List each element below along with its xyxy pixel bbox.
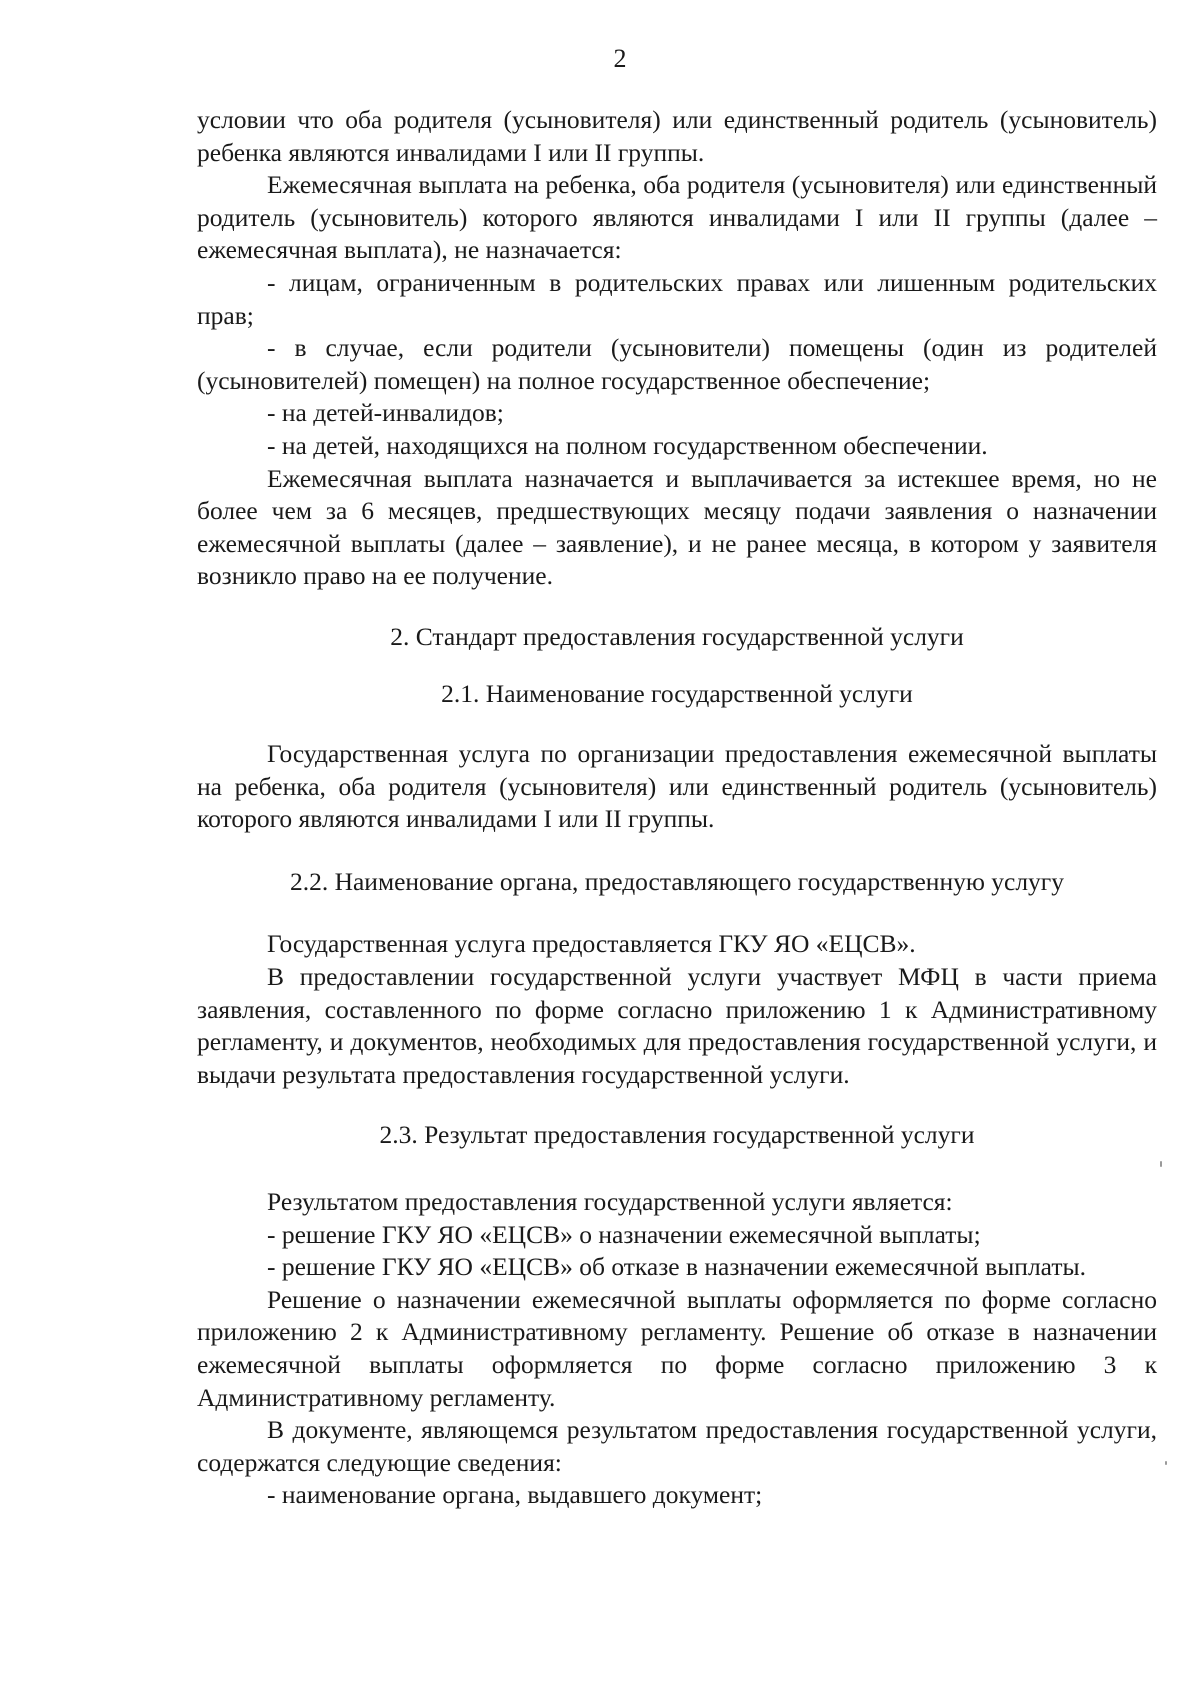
list-item-disabled-children: - на детей-инвалидов; bbox=[267, 398, 504, 428]
section-heading-2-3: 2.3. Результат предоставления государственной услуги bbox=[379, 1120, 975, 1150]
section-heading-2-1: 2.1. Наименование государственной услуги bbox=[441, 678, 913, 708]
paragraph-monthly-payment-not-assigned: Ежемесячная выплата на ребенка, оба родителя (усыновителя) или единственный родитель (усыновитель) которого являются инвалидами I или II группы (далее – ежемесячная выплата), не назначается: bbox=[197, 170, 1157, 265]
page-number: 2 bbox=[613, 44, 627, 73]
scan-speck bbox=[1165, 1461, 1167, 1465]
paragraph-continuation: условии что оба родителя (усыновителя) или единственный родитель (усыновитель) ребенка являются инвалидами I или II группы. bbox=[197, 105, 1157, 167]
list-item-decision-refuse: - решение ГКУ ЯО «ЕЦСВ» об отказе в назначении ежемесячной выплаты. bbox=[267, 1252, 1086, 1282]
paragraph-payment-period: Ежемесячная выплата назначается и выплачивается за истекшее время, но не более чем за 6 месяцев, предшествующих месяцу подачи заявления о назначении ежемесячной выплаты (далее – заявление), и не ранее месяца, в котором у заявителя возникло право на ее получение. bbox=[197, 463, 1157, 591]
paragraph-result-intro: Результатом предоставления государственной услуги является: bbox=[267, 1187, 953, 1217]
document-body bbox=[197, 104, 1157, 1512]
paragraph-decision-forms: Решение о назначении ежемесячной выплаты оформляется по форме согласно приложению 2 к Административному регламенту. Решение об отказе в назначении ежемесячной выплаты оформляется по форме согласно приложению 3 к Административному регламенту. bbox=[197, 1284, 1157, 1412]
paragraph-mfc-participation: В предоставлении государственной услуги участвует МФЦ в части приема заявления, составленного по форме согласно приложению 1 к Административному регламенту, и документов, необходимых для предоставления государственной услуги, и выдачи результата предоставления государственной услуги. bbox=[197, 962, 1157, 1089]
scan-speck bbox=[1160, 1161, 1162, 1167]
section-heading-2-2: 2.2. Наименование органа, предоставляющего государственную услугу bbox=[289, 866, 1065, 896]
list-item-issuing-authority: - наименование органа, выдавшего документ; bbox=[267, 1480, 763, 1510]
list-item-restricted-rights: - лицам, ограниченным в родительских правах или лишенным родительских прав; bbox=[197, 267, 1157, 330]
list-item-children-full-state-support: - на детей, находящихся на полном государственном обеспечении. bbox=[267, 430, 988, 460]
list-item-full-state-support-parents: - в случае, если родители (усыновители) помещены (один из родителей (усыновителей) помещен) на полное государственное обеспечение; bbox=[197, 333, 1157, 395]
section-heading-2: 2. Стандарт предоставления государственной услуги bbox=[390, 621, 964, 651]
paragraph-document-contents: В документе, являющемся результатом предоставления государственной услуги, содержатся следующие сведения: bbox=[197, 1415, 1157, 1477]
paragraph-service-provider: Государственная услуга предоставляется ГКУ ЯО «ЕЦСВ». bbox=[267, 929, 916, 959]
paragraph-service-name: Государственная услуга по организации предоставления ежемесячной выплаты на ребенка, оба родителя (усыновителя) или единственный родитель (усыновитель) которого являются инвалидами I или II группы. bbox=[197, 739, 1157, 834]
list-item-decision-assign: - решение ГКУ ЯО «ЕЦСВ» о назначении ежемесячной выплаты; bbox=[267, 1219, 981, 1249]
